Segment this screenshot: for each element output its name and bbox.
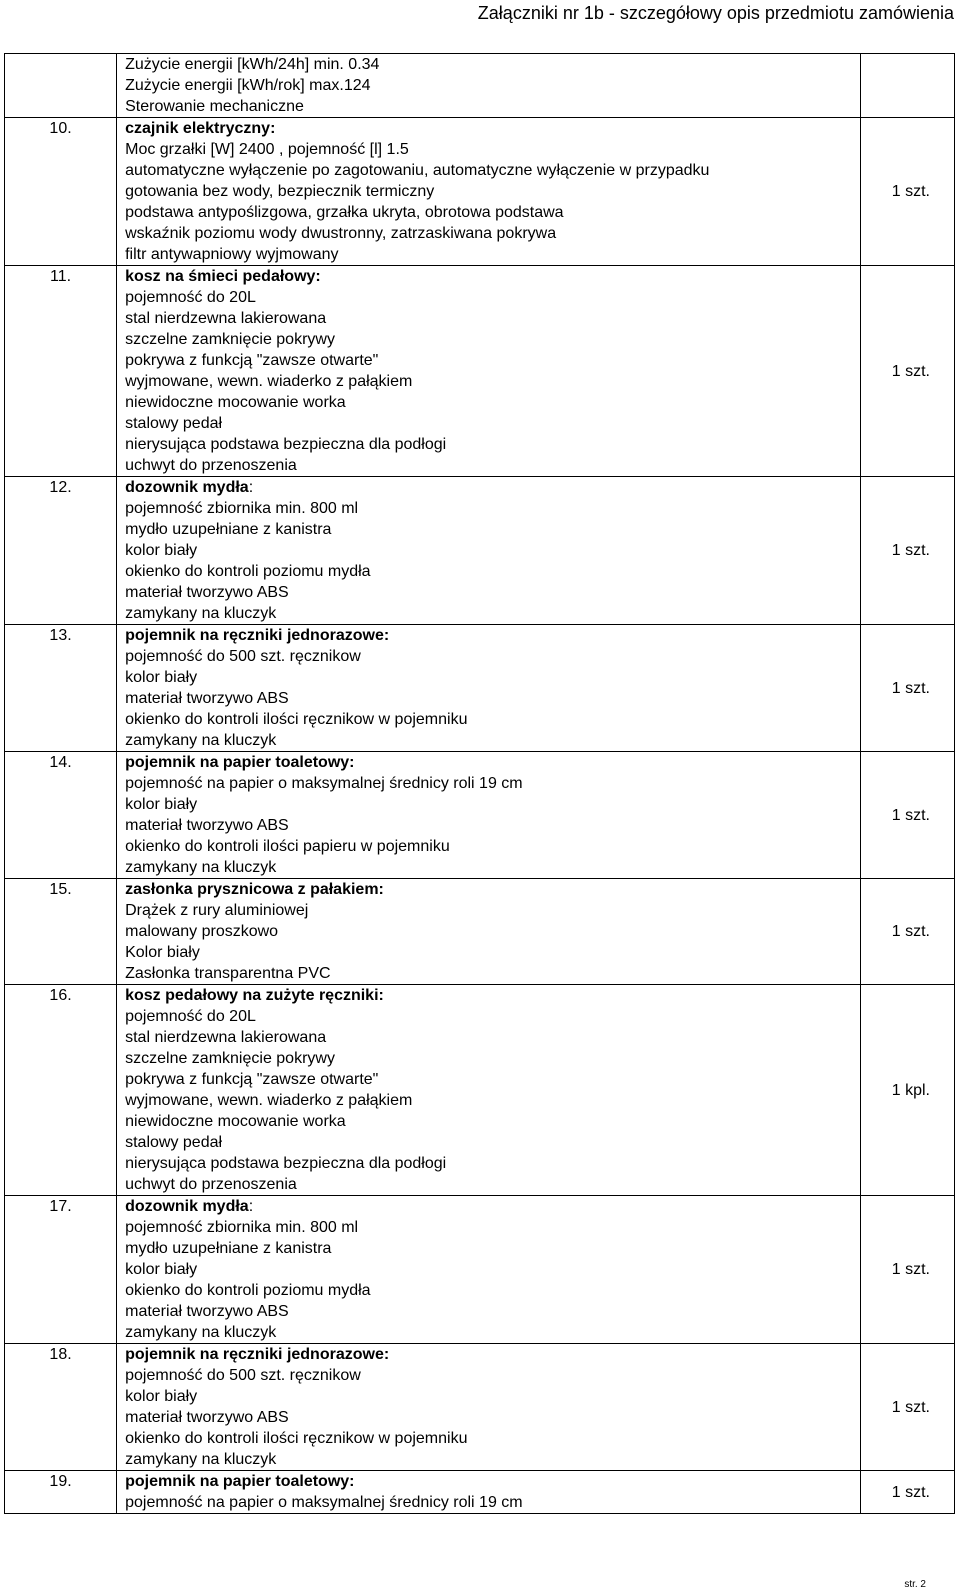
spec-line: pojemność do 500 szt. ręcznikow bbox=[125, 648, 361, 665]
item-name-suffix: : bbox=[248, 1198, 254, 1215]
number-cell bbox=[5, 54, 117, 118]
spec-line: pojemność na papier o maksymalnej średnicy roli 19 cm bbox=[125, 1494, 523, 1511]
item-description bbox=[117, 118, 861, 266]
spec-line: kolor biały bbox=[125, 796, 198, 813]
item-quantity: 1 szt. bbox=[860, 1196, 954, 1344]
spec-line: pojemność na papier o maksymalnej średnicy roli 19 cm bbox=[125, 775, 523, 792]
spec-line: zamykany na kluczyk bbox=[125, 732, 277, 749]
spec-line: Sterowanie mechaniczne bbox=[125, 98, 304, 115]
spec-line: materiał tworzywo ABS bbox=[125, 1303, 289, 1320]
spec-line: materiał tworzywo ABS bbox=[125, 584, 289, 601]
spec-line: materiał tworzywo ABS bbox=[125, 1409, 289, 1426]
item-quantity: 1 szt. bbox=[860, 879, 954, 985]
spec-line: kolor biały bbox=[125, 669, 198, 686]
spec-line: szczelne zamknięcie pokrywy bbox=[125, 1050, 335, 1067]
spec-line: stalowy pedał bbox=[125, 415, 223, 432]
spec-line: mydło uzupełniane z kanistra bbox=[125, 521, 332, 538]
item-row bbox=[5, 752, 955, 879]
item-quantity: 1 szt. bbox=[860, 477, 954, 625]
item-number: 16. bbox=[5, 985, 117, 1196]
spec-line: niewidoczne mocowanie worka bbox=[125, 394, 346, 411]
spec-line: kolor biały bbox=[125, 1388, 198, 1405]
item-row bbox=[5, 266, 955, 477]
spec-line: malowany proszkowo bbox=[125, 923, 279, 940]
spec-line: pojemność zbiornika min. 800 ml bbox=[125, 500, 359, 517]
item-number: 15. bbox=[5, 879, 117, 985]
item-number: 10. bbox=[5, 118, 117, 266]
spec-line: okienko do kontroli poziomu mydła bbox=[125, 563, 371, 580]
spec-line: Zużycie energii [kWh/rok] max.124 bbox=[125, 77, 371, 94]
spec-line: filtr antywapniowy wyjmowany bbox=[125, 246, 339, 263]
item-name: kosz pedałowy na zużyte ręczniki: bbox=[125, 987, 384, 1004]
item-row bbox=[5, 1344, 955, 1471]
item-quantity: 1 szt. bbox=[860, 1471, 954, 1514]
spec-line: stal nierdzewna lakierowana bbox=[125, 1029, 327, 1046]
spec-line: pojemność do 20L bbox=[125, 289, 256, 306]
item-name: kosz na śmieci pedałowy: bbox=[125, 268, 321, 285]
spec-line: Drążek z rury aluminiowej bbox=[125, 902, 309, 919]
spec-line: kolor biały bbox=[125, 1261, 198, 1278]
item-row bbox=[5, 477, 955, 625]
item-number: 19. bbox=[5, 1471, 117, 1514]
item-name: pojemnik na papier toaletowy: bbox=[125, 1473, 355, 1490]
item-description bbox=[117, 879, 861, 985]
item-number: 11. bbox=[5, 266, 117, 477]
spec-line: niewidoczne mocowanie worka bbox=[125, 1113, 346, 1130]
item-quantity: 1 szt. bbox=[860, 752, 954, 879]
spec-line: Moc grzałki [W] 2400 , pojemność [l] 1.5 bbox=[125, 141, 409, 158]
spec-line: Kolor biały bbox=[125, 944, 200, 961]
spec-line: materiał tworzywo ABS bbox=[125, 817, 289, 834]
item-description bbox=[117, 752, 861, 879]
spec-line: okienko do kontroli ilości ręcznikow w pojemniku bbox=[125, 711, 468, 728]
document-header: Załączniki nr 1b - szczegółowy opis przedmiotu zamówienia bbox=[477, 3, 954, 23]
spec-line: automatyczne wyłączenie po zagotowaniu, automatyczne wyłączenie w przypadku bbox=[125, 162, 710, 179]
spec-line: wyjmowane, wewn. wiaderko z pałąkiem bbox=[125, 1092, 413, 1109]
item-quantity: 1 szt. bbox=[860, 625, 954, 752]
item-quantity: 1 szt. bbox=[860, 118, 954, 266]
item-description bbox=[117, 1471, 861, 1514]
item-row bbox=[5, 625, 955, 752]
item-description bbox=[117, 1344, 861, 1471]
item-name: pojemnik na ręczniki jednorazowe: bbox=[125, 627, 390, 644]
spec-line: pokrywa z funkcją "zawsze otwarte" bbox=[125, 1071, 379, 1088]
spec-line: szczelne zamknięcie pokrywy bbox=[125, 331, 335, 348]
spec-line: zamykany na kluczyk bbox=[125, 859, 277, 876]
page-number: str. 2 bbox=[904, 1579, 926, 1590]
item-description bbox=[117, 266, 861, 477]
spec-line: pojemność do 20L bbox=[125, 1008, 256, 1025]
spec-line: Zasłonka transparentna PVC bbox=[125, 965, 331, 982]
item-name: zasłonka prysznicowa z pałakiem: bbox=[125, 881, 384, 898]
spec-line: pojemność do 500 szt. ręcznikow bbox=[125, 1367, 361, 1384]
spec-line: okienko do kontroli ilości papieru w pojemniku bbox=[125, 838, 450, 855]
spec-line: okienko do kontroli ilości ręcznikow w pojemniku bbox=[125, 1430, 468, 1447]
spec-line: okienko do kontroli poziomu mydła bbox=[125, 1282, 371, 1299]
item-name: dozownik mydła bbox=[125, 1198, 249, 1215]
quantity-cell bbox=[860, 54, 954, 118]
spec-line: pokrywa z funkcją "zawsze otwarte" bbox=[125, 352, 379, 369]
spec-line: kolor biały bbox=[125, 542, 198, 559]
spec-line: nierysująca podstawa bezpieczna dla podłogi bbox=[125, 436, 447, 453]
spec-line: Zużycie energii [kWh/24h] min. 0.34 bbox=[125, 56, 380, 73]
item-name: pojemnik na papier toaletowy: bbox=[125, 754, 355, 771]
item-name: dozownik mydła bbox=[125, 479, 249, 496]
spec-line: wyjmowane, wewn. wiaderko z pałąkiem bbox=[125, 373, 413, 390]
specification-table bbox=[4, 53, 955, 1514]
item-row bbox=[5, 1196, 955, 1344]
spec-line: stal nierdzewna lakierowana bbox=[125, 310, 327, 327]
spec-line: wskaźnik poziomu wody dwustronny, zatrzaskiwana pokrywa bbox=[125, 225, 557, 242]
continuation-row bbox=[5, 54, 955, 118]
spec-line: mydło uzupełniane z kanistra bbox=[125, 1240, 332, 1257]
item-number: 13. bbox=[5, 625, 117, 752]
item-description bbox=[117, 985, 861, 1196]
item-description bbox=[117, 477, 861, 625]
item-quantity: 1 szt. bbox=[860, 1344, 954, 1471]
item-number: 18. bbox=[5, 1344, 117, 1471]
item-number: 17. bbox=[5, 1196, 117, 1344]
item-row bbox=[5, 879, 955, 985]
item-number: 14. bbox=[5, 752, 117, 879]
spec-line: stalowy pedał bbox=[125, 1134, 223, 1151]
spec-line: pojemność zbiornika min. 800 ml bbox=[125, 1219, 359, 1236]
spec-line: podstawa antypoślizgowa, grzałka ukryta, obrotowa podstawa bbox=[125, 204, 564, 221]
spec-line: zamykany na kluczyk bbox=[125, 605, 277, 622]
spec-line: zamykany na kluczyk bbox=[125, 1451, 277, 1468]
description-cell bbox=[117, 54, 861, 118]
item-row bbox=[5, 118, 955, 266]
spec-line: materiał tworzywo ABS bbox=[125, 690, 289, 707]
spec-line: zamykany na kluczyk bbox=[125, 1324, 277, 1341]
item-name: czajnik elektryczny: bbox=[125, 120, 276, 137]
item-number: 12. bbox=[5, 477, 117, 625]
item-name-suffix: : bbox=[248, 479, 254, 496]
item-quantity: 1 szt. bbox=[860, 266, 954, 477]
item-name: pojemnik na ręczniki jednorazowe: bbox=[125, 1346, 390, 1363]
spec-line: uchwyt do przenoszenia bbox=[125, 1176, 297, 1193]
item-quantity: 1 kpl. bbox=[860, 985, 954, 1196]
spec-line: gotowania bez wody, bezpiecznik termiczny bbox=[125, 183, 435, 200]
item-row bbox=[5, 985, 955, 1196]
spec-line: uchwyt do przenoszenia bbox=[125, 457, 297, 474]
item-description bbox=[117, 1196, 861, 1344]
spec-line: nierysująca podstawa bezpieczna dla podłogi bbox=[125, 1155, 447, 1172]
item-description bbox=[117, 625, 861, 752]
item-row bbox=[5, 1471, 955, 1514]
